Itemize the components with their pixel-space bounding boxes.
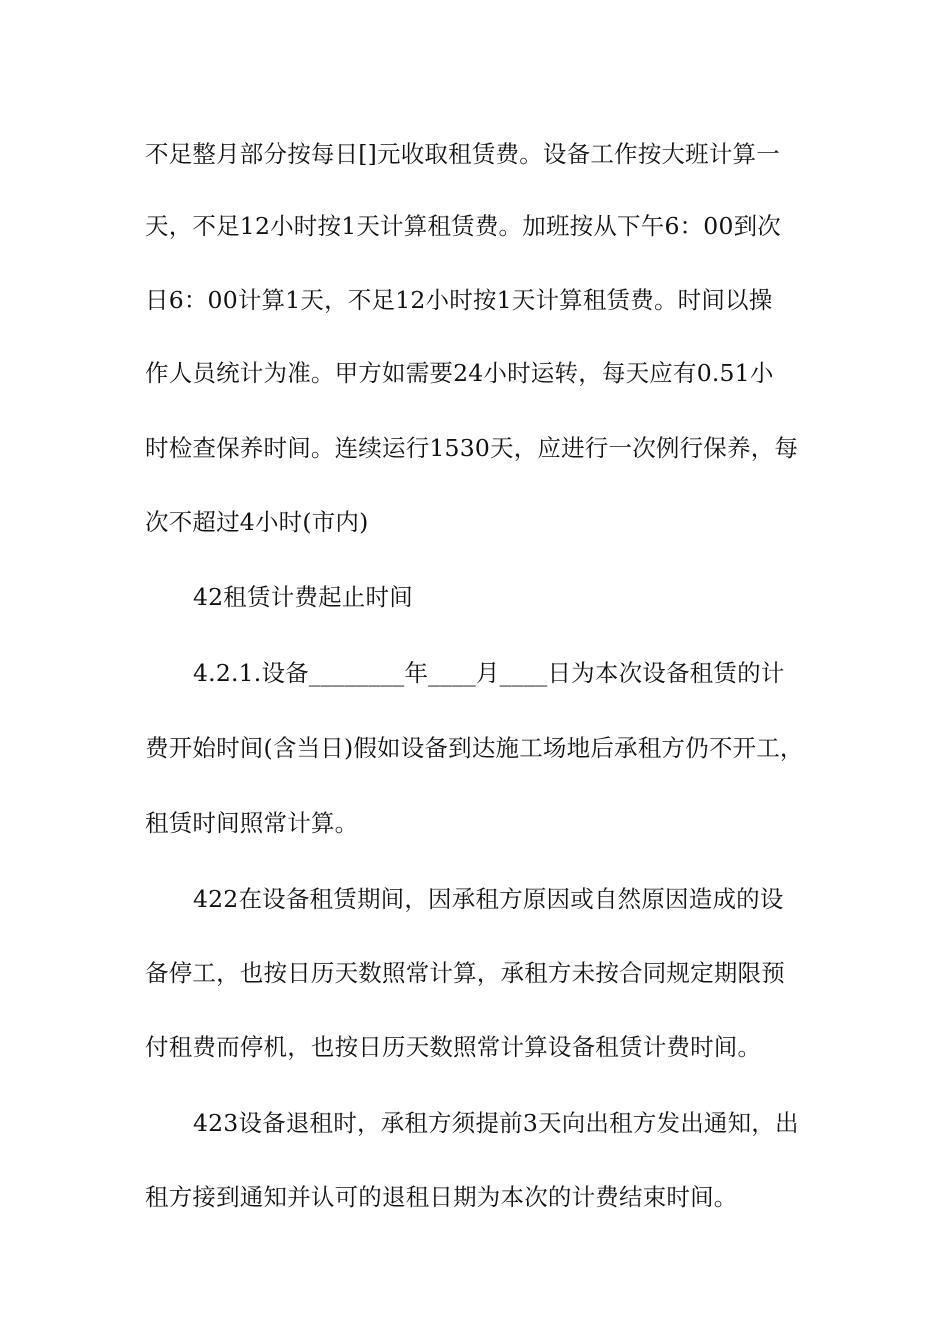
paragraph-line: 付租费而停机，也按日历天数照常计算设备租赁计费时间。	[145, 1033, 762, 1061]
paragraph-line: 天，不足12小时按1天计算租赁费。加班按从下午6：00到次	[145, 212, 782, 240]
paragraph-line: 日6：00计算1天，不足12小时按1天计算租赁费。时间以操	[145, 286, 773, 314]
paragraph-line: 时检查保养时间。连续运行1530天，应进行一次例行保养，每	[145, 434, 799, 462]
section-heading: 42租赁计费起止时间	[193, 583, 413, 611]
paragraph-line: 备停工，也按日历天数照常计算，承租方未按合同规定期限预	[145, 959, 785, 987]
paragraph-line: 不足整月部分按每日[]元收取租赁费。设备工作按大班计算一	[145, 140, 780, 168]
clause-4-2-2-line: 422在设备租赁期间，因承租方原因或自然原因造成的设	[193, 885, 784, 913]
paragraph-line: 租赁时间照常计算。	[145, 809, 359, 837]
clause-4-2-1-line: 4.2.1.设备________年____月____日为本次设备租赁的计	[193, 659, 785, 687]
paragraph-line: 次不超过4小时(市内)	[145, 508, 369, 536]
paragraph-line: 费开始时间(含当日)假如设备到达施工场地后承租方仍不开工，	[145, 734, 804, 762]
paragraph-line: 租方接到通知并认可的退租日期为本次的计费结束时间。	[145, 1183, 738, 1211]
clause-4-2-3-line: 423设备退租时，承租方须提前3天向出租方发出通知，出	[193, 1109, 799, 1137]
paragraph-line: 作人员统计为准。甲方如需要24小时运转，每天应有0.51小	[145, 359, 774, 387]
